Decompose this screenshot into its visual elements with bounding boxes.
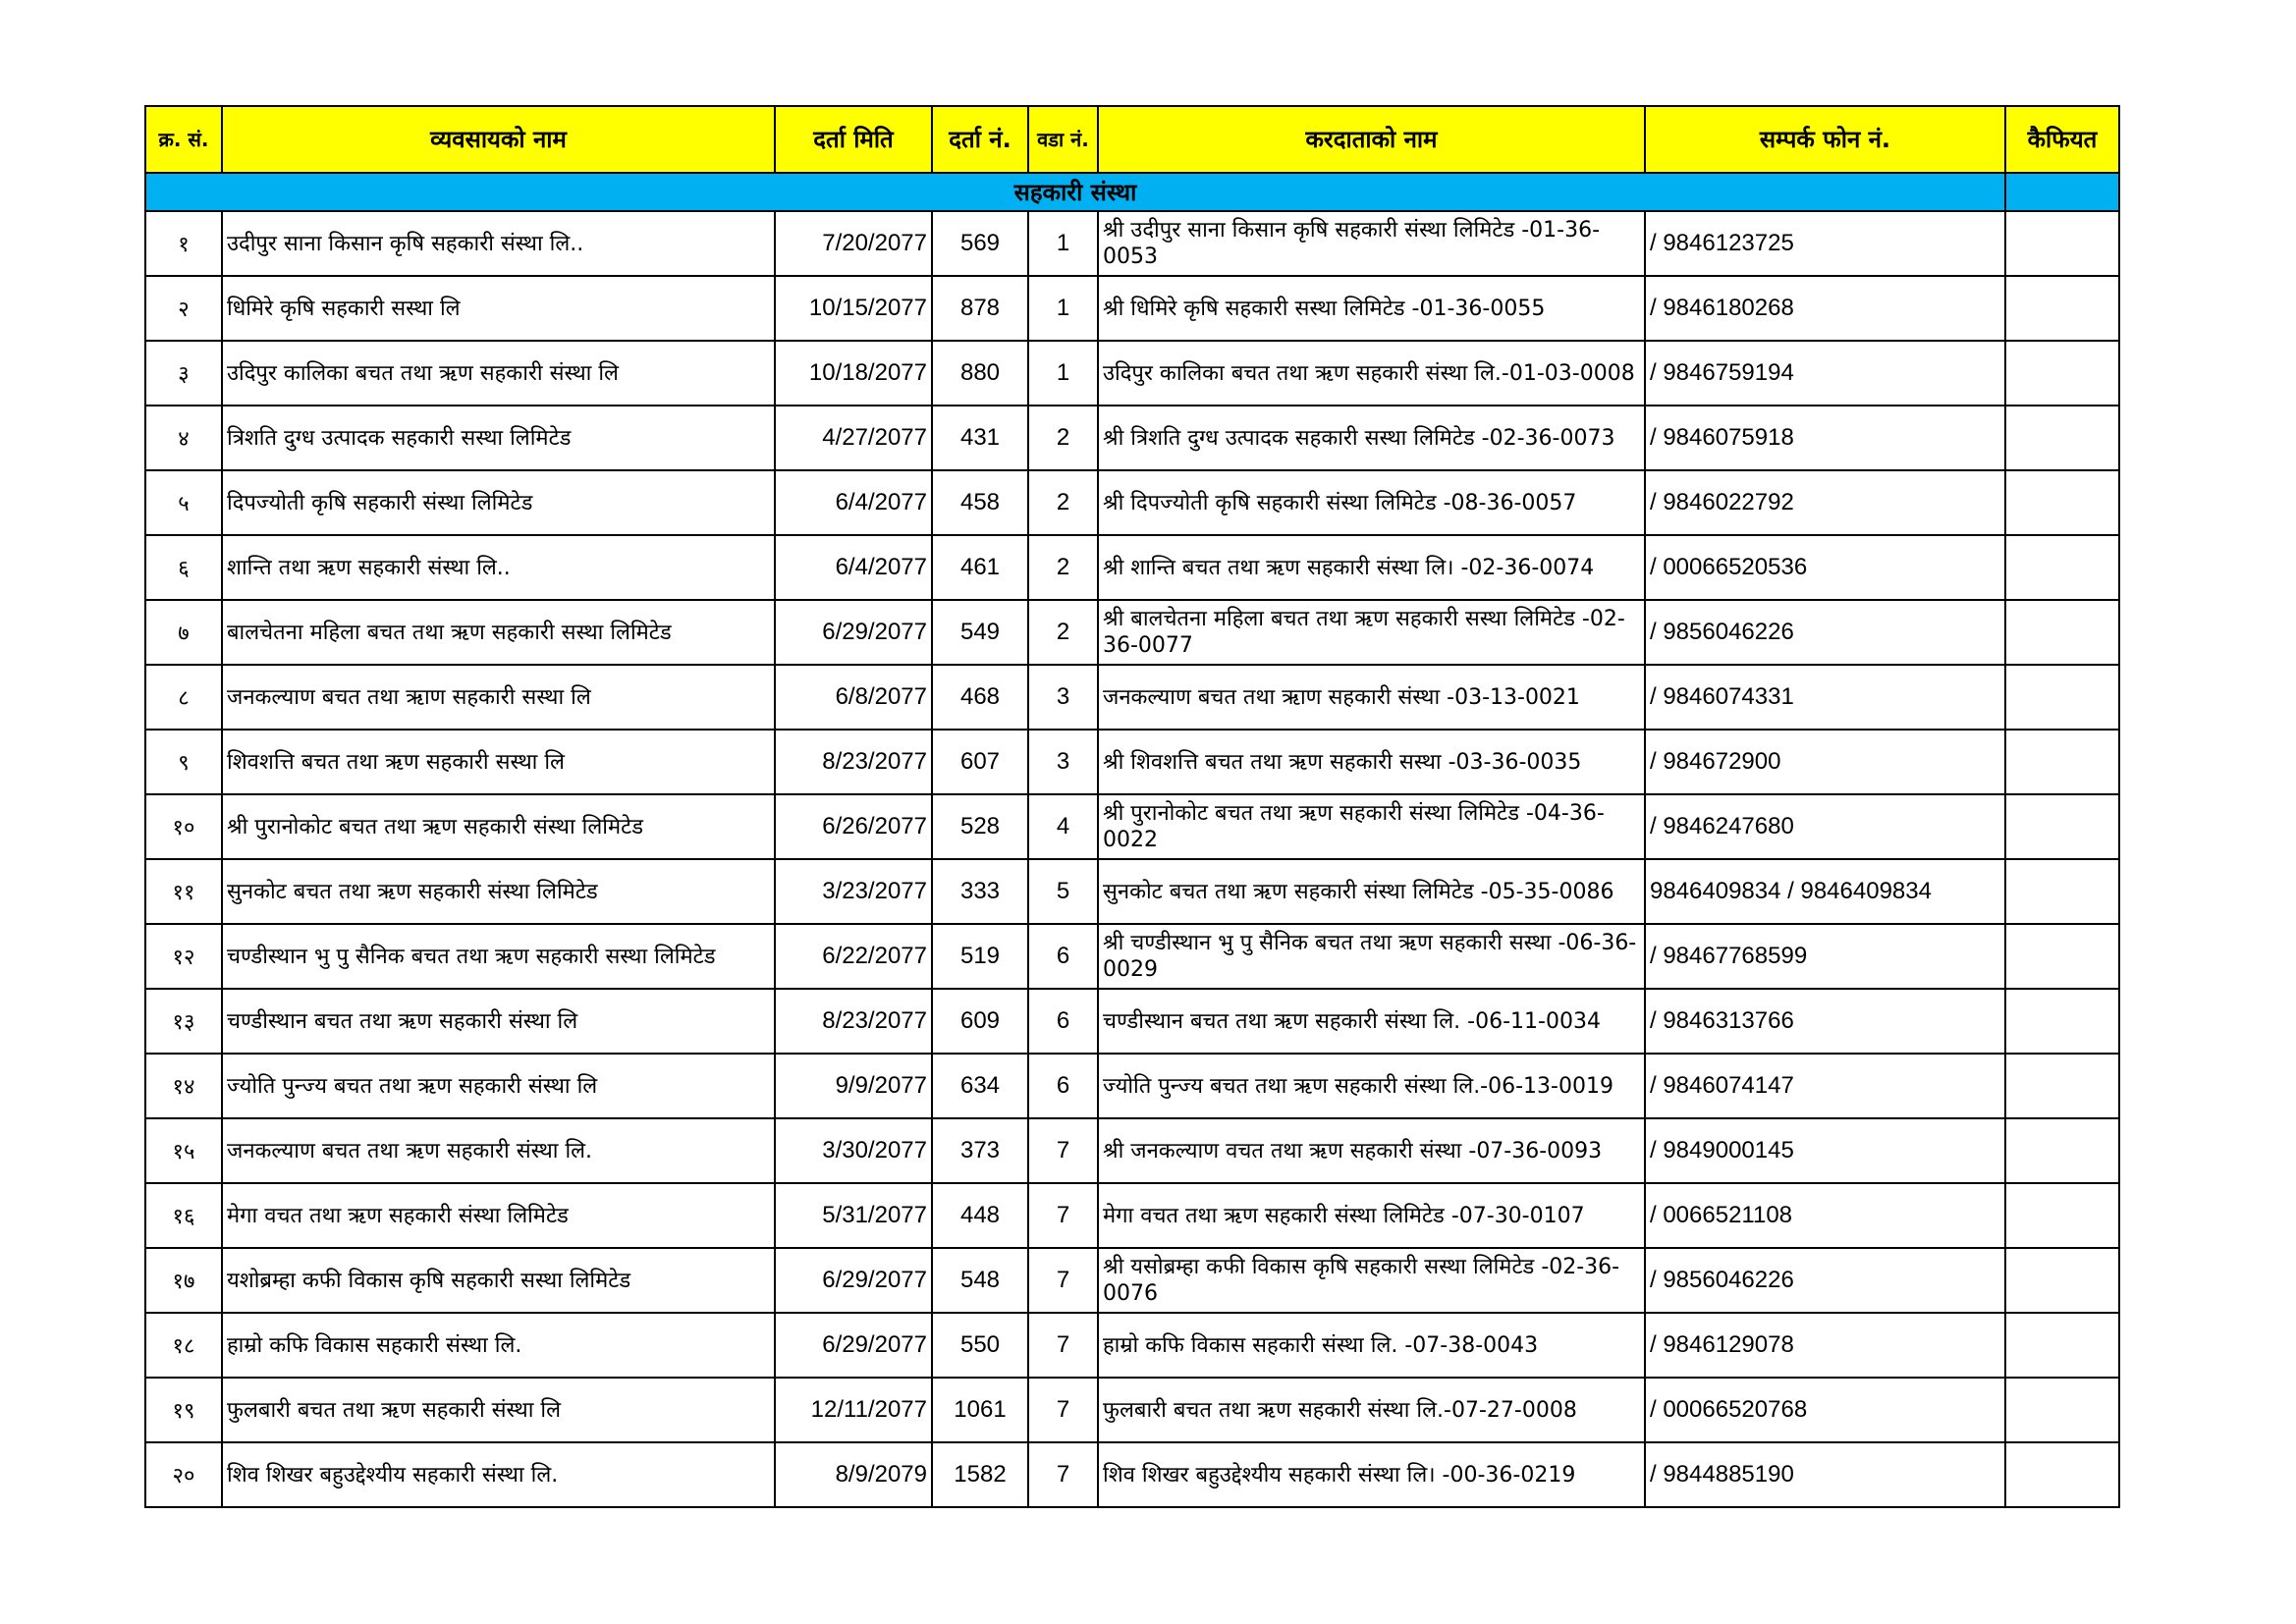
table-row bbox=[145, 1442, 2119, 1507]
business-name-cell: शिवशत्ति बचत तथा ऋण सहकारी सस्था लि bbox=[222, 730, 775, 794]
section-title: सहकारी संस्था bbox=[145, 173, 2005, 211]
table-body bbox=[145, 173, 2119, 1507]
remarks-cell bbox=[2005, 470, 2119, 535]
ward-number-cell: 6 bbox=[1028, 989, 1098, 1054]
registration-date-cell: 4/27/2077 bbox=[775, 406, 932, 470]
contact-phone-cell: / 9856046226 bbox=[1645, 600, 2005, 665]
business-name-cell: श्री पुरानोकोट बचत तथा ऋण सहकारी संस्था लिमिटेड bbox=[222, 794, 775, 859]
taxpayer-name-cell: श्री बालचेतना महिला बचत तथा ऋण सहकारी सस्था लिमिटेड -02-36-0077 bbox=[1098, 600, 1645, 665]
registration-date-cell: 6/29/2077 bbox=[775, 1248, 932, 1313]
contact-phone-cell: / 9849000145 bbox=[1645, 1118, 2005, 1183]
table-row bbox=[145, 211, 2119, 276]
contact-phone-cell: / 9846075918 bbox=[1645, 406, 2005, 470]
serial-number-cell: ३ bbox=[145, 341, 222, 406]
registration-number-cell: 607 bbox=[932, 730, 1028, 794]
header-taxpayer-name: करदाताको नाम bbox=[1098, 106, 1645, 173]
taxpayer-name-cell: उदिपुर कालिका बचत तथा ऋण सहकारी संस्था लि.-01-03-0008 bbox=[1098, 341, 1645, 406]
table-row bbox=[145, 730, 2119, 794]
taxpayer-name-cell: फुलबारी बचत तथा ऋण सहकारी संस्था लि.-07-27-0008 bbox=[1098, 1378, 1645, 1442]
registration-number-cell: 333 bbox=[932, 859, 1028, 924]
remarks-cell bbox=[2005, 535, 2119, 600]
remarks-cell bbox=[2005, 924, 2119, 989]
contact-phone-cell: / 00066520768 bbox=[1645, 1378, 2005, 1442]
section-remarks-cell bbox=[2005, 173, 2119, 211]
table-row bbox=[145, 1313, 2119, 1378]
remarks-cell bbox=[2005, 211, 2119, 276]
serial-number-cell: २० bbox=[145, 1442, 222, 1507]
ward-number-cell: 5 bbox=[1028, 859, 1098, 924]
contact-phone-cell: / 9846180268 bbox=[1645, 276, 2005, 341]
registration-number-cell: 448 bbox=[932, 1183, 1028, 1248]
registration-date-cell: 8/23/2077 bbox=[775, 989, 932, 1054]
ward-number-cell: 6 bbox=[1028, 1054, 1098, 1118]
taxpayer-name-cell: श्री शान्ति बचत तथा ऋण सहकारी संस्था लि। -02-36-0074 bbox=[1098, 535, 1645, 600]
business-name-cell: ज्योति पुन्ज्य बचत तथा ऋण सहकारी संस्था लि bbox=[222, 1054, 775, 1118]
taxpayer-name-cell: श्री धिमिरे कृषि सहकारी सस्था लिमिटेड -01-36-0055 bbox=[1098, 276, 1645, 341]
ward-number-cell: 1 bbox=[1028, 341, 1098, 406]
business-name-cell: दिपज्योती कृषि सहकारी संस्था लिमिटेड bbox=[222, 470, 775, 535]
header-registration-date: दर्ता मिति bbox=[775, 106, 932, 173]
registration-number-cell: 548 bbox=[932, 1248, 1028, 1313]
business-name-cell: धिमिरे कृषि सहकारी सस्था लि bbox=[222, 276, 775, 341]
contact-phone-cell: / 9846129078 bbox=[1645, 1313, 2005, 1378]
taxpayer-name-cell: जनकल्याण बचत तथा ऋाण सहकारी संस्था -03-13-0021 bbox=[1098, 665, 1645, 730]
serial-number-cell: ६ bbox=[145, 535, 222, 600]
table-row bbox=[145, 1054, 2119, 1118]
taxpayer-name-cell: श्री शिवशत्ति बचत तथा ऋण सहकारी सस्था -03-36-0035 bbox=[1098, 730, 1645, 794]
header-business-name: व्यवसायको नाम bbox=[222, 106, 775, 173]
ward-number-cell: 7 bbox=[1028, 1118, 1098, 1183]
contact-phone-cell: / 9844885190 bbox=[1645, 1442, 2005, 1507]
registration-date-cell: 6/22/2077 bbox=[775, 924, 932, 989]
registration-number-cell: 373 bbox=[932, 1118, 1028, 1183]
taxpayer-name-cell: शिव शिखर बहुउद्देश्यीय सहकारी संस्था लि। -00-36-0219 bbox=[1098, 1442, 1645, 1507]
contact-phone-cell: / 9856046226 bbox=[1645, 1248, 2005, 1313]
registration-date-cell: 10/18/2077 bbox=[775, 341, 932, 406]
remarks-cell bbox=[2005, 1118, 2119, 1183]
taxpayer-name-cell: श्री उदीपुर साना किसान कृषि सहकारी संस्था लिमिटेड -01-36-0053 bbox=[1098, 211, 1645, 276]
registration-date-cell: 3/30/2077 bbox=[775, 1118, 932, 1183]
contact-phone-cell: / 9846759194 bbox=[1645, 341, 2005, 406]
registration-date-cell: 6/4/2077 bbox=[775, 535, 932, 600]
header-ward-number: वडा नं. bbox=[1028, 106, 1098, 173]
taxpayer-name-cell: श्री यसोब्रम्हा कफी विकास कृषि सहकारी सस्था लिमिटेड -02-36-0076 bbox=[1098, 1248, 1645, 1313]
registration-number-cell: 458 bbox=[932, 470, 1028, 535]
remarks-cell bbox=[2005, 276, 2119, 341]
remarks-cell bbox=[2005, 665, 2119, 730]
remarks-cell bbox=[2005, 1183, 2119, 1248]
table-row bbox=[145, 1118, 2119, 1183]
remarks-cell bbox=[2005, 794, 2119, 859]
table-row bbox=[145, 989, 2119, 1054]
header-remarks: कैफियत bbox=[2005, 106, 2119, 173]
table-row bbox=[145, 1183, 2119, 1248]
registration-number-cell: 549 bbox=[932, 600, 1028, 665]
header-registration-number: दर्ता नं. bbox=[932, 106, 1028, 173]
table-row bbox=[145, 341, 2119, 406]
header-row bbox=[145, 106, 2119, 173]
business-name-cell: चण्डीस्थान बचत तथा ऋण सहकारी संस्था लि bbox=[222, 989, 775, 1054]
business-name-cell: जनकल्याण बचत तथा ऋाण सहकारी सस्था लि bbox=[222, 665, 775, 730]
serial-number-cell: ४ bbox=[145, 406, 222, 470]
serial-number-cell: ७ bbox=[145, 600, 222, 665]
ward-number-cell: 1 bbox=[1028, 276, 1098, 341]
table-row bbox=[145, 535, 2119, 600]
business-name-cell: मेगा वचत तथा ऋण सहकारी संस्था लिमिटेड bbox=[222, 1183, 775, 1248]
registration-date-cell: 6/29/2077 bbox=[775, 600, 932, 665]
table-row bbox=[145, 665, 2119, 730]
serial-number-cell: ११ bbox=[145, 859, 222, 924]
contact-phone-cell: / 9846022792 bbox=[1645, 470, 2005, 535]
serial-number-cell: १४ bbox=[145, 1054, 222, 1118]
registration-date-cell: 6/26/2077 bbox=[775, 794, 932, 859]
contact-phone-cell: / 00066520536 bbox=[1645, 535, 2005, 600]
serial-number-cell: १० bbox=[145, 794, 222, 859]
table-row bbox=[145, 859, 2119, 924]
business-name-cell: जनकल्याण बचत तथा ऋण सहकारी संस्था लि. bbox=[222, 1118, 775, 1183]
contact-phone-cell: / 9846074331 bbox=[1645, 665, 2005, 730]
business-name-cell: उदीपुर साना किसान कृषि सहकारी संस्था लि.. bbox=[222, 211, 775, 276]
registration-date-cell: 12/11/2077 bbox=[775, 1378, 932, 1442]
table-row bbox=[145, 1378, 2119, 1442]
ward-number-cell: 4 bbox=[1028, 794, 1098, 859]
taxpayer-name-cell: ज्योति पुन्ज्य बचत तथा ऋण सहकारी संस्था लि.-06-13-0019 bbox=[1098, 1054, 1645, 1118]
registration-number-cell: 461 bbox=[932, 535, 1028, 600]
contact-phone-cell: / 9846123725 bbox=[1645, 211, 2005, 276]
taxpayer-name-cell: श्री पुरानोकोट बचत तथा ऋण सहकारी संस्था लिमिटेड -04-36-0022 bbox=[1098, 794, 1645, 859]
remarks-cell bbox=[2005, 406, 2119, 470]
remarks-cell bbox=[2005, 859, 2119, 924]
registration-date-cell: 8/23/2077 bbox=[775, 730, 932, 794]
contact-phone-cell: / 9846247680 bbox=[1645, 794, 2005, 859]
contact-phone-cell: / 984672900 bbox=[1645, 730, 2005, 794]
business-name-cell: चण्डीस्थान भु पु सैनिक बचत तथा ऋण सहकारी सस्था लिमिटेड bbox=[222, 924, 775, 989]
business-name-cell: शिव शिखर बहुउद्देश्यीय सहकारी संस्था लि. bbox=[222, 1442, 775, 1507]
serial-number-cell: ८ bbox=[145, 665, 222, 730]
serial-number-cell: १८ bbox=[145, 1313, 222, 1378]
taxpayer-name-cell: मेगा वचत तथा ऋण सहकारी संस्था लिमिटेड -07-30-0107 bbox=[1098, 1183, 1645, 1248]
remarks-cell bbox=[2005, 1313, 2119, 1378]
registration-date-cell: 7/20/2077 bbox=[775, 211, 932, 276]
table-row bbox=[145, 600, 2119, 665]
ward-number-cell: 7 bbox=[1028, 1313, 1098, 1378]
contact-phone-cell: / 0066521108 bbox=[1645, 1183, 2005, 1248]
contact-phone-cell: / 9846313766 bbox=[1645, 989, 2005, 1054]
taxpayer-name-cell: श्री चण्डीस्थान भु पु सैनिक बचत तथा ऋण सहकारी सस्था -06-36-0029 bbox=[1098, 924, 1645, 989]
business-name-cell: यशोब्रम्हा कफी विकास कृषि सहकारी सस्था लिमिटेड bbox=[222, 1248, 775, 1313]
ward-number-cell: 7 bbox=[1028, 1442, 1098, 1507]
remarks-cell bbox=[2005, 1378, 2119, 1442]
registration-date-cell: 9/9/2077 bbox=[775, 1054, 932, 1118]
section-row bbox=[145, 173, 2119, 211]
serial-number-cell: ९ bbox=[145, 730, 222, 794]
ward-number-cell: 2 bbox=[1028, 470, 1098, 535]
business-name-cell: उदिपुर कालिका बचत तथा ऋण सहकारी संस्था लि bbox=[222, 341, 775, 406]
registration-date-cell: 6/4/2077 bbox=[775, 470, 932, 535]
registration-number-cell: 550 bbox=[932, 1313, 1028, 1378]
registration-date-cell: 5/31/2077 bbox=[775, 1183, 932, 1248]
registration-number-cell: 878 bbox=[932, 276, 1028, 341]
contact-phone-cell: 9846409834 / 9846409834 bbox=[1645, 859, 2005, 924]
taxpayer-name-cell: हाम्रो कफि विकास सहकारी संस्था लि. -07-38-0043 bbox=[1098, 1313, 1645, 1378]
registration-date-cell: 10/15/2077 bbox=[775, 276, 932, 341]
remarks-cell bbox=[2005, 1442, 2119, 1507]
ward-number-cell: 1 bbox=[1028, 211, 1098, 276]
serial-number-cell: २ bbox=[145, 276, 222, 341]
serial-number-cell: १९ bbox=[145, 1378, 222, 1442]
registration-date-cell: 6/29/2077 bbox=[775, 1313, 932, 1378]
ward-number-cell: 7 bbox=[1028, 1248, 1098, 1313]
ward-number-cell: 2 bbox=[1028, 600, 1098, 665]
table-header bbox=[145, 106, 2119, 173]
cooperative-register-table bbox=[144, 105, 2120, 1508]
header-contact-phone: सम्पर्क फोन नं. bbox=[1645, 106, 2005, 173]
ward-number-cell: 2 bbox=[1028, 535, 1098, 600]
remarks-cell bbox=[2005, 341, 2119, 406]
business-name-cell: हाम्रो कफि विकास सहकारी संस्था लि. bbox=[222, 1313, 775, 1378]
serial-number-cell: १७ bbox=[145, 1248, 222, 1313]
business-name-cell: शान्ति तथा ऋण सहकारी संस्था लि.. bbox=[222, 535, 775, 600]
business-name-cell: त्रिशति दुग्ध उत्पादक सहकारी सस्था लिमिटेड bbox=[222, 406, 775, 470]
table-row bbox=[145, 794, 2119, 859]
registration-number-cell: 569 bbox=[932, 211, 1028, 276]
table-row bbox=[145, 470, 2119, 535]
business-name-cell: फुलबारी बचत तथा ऋण सहकारी संस्था लि bbox=[222, 1378, 775, 1442]
registration-number-cell: 609 bbox=[932, 989, 1028, 1054]
remarks-cell bbox=[2005, 1248, 2119, 1313]
remarks-cell bbox=[2005, 600, 2119, 665]
table-row bbox=[145, 406, 2119, 470]
ward-number-cell: 3 bbox=[1028, 730, 1098, 794]
taxpayer-name-cell: श्री जनकल्याण वचत तथा ऋण सहकारी संस्था -07-36-0093 bbox=[1098, 1118, 1645, 1183]
serial-number-cell: १ bbox=[145, 211, 222, 276]
registration-number-cell: 468 bbox=[932, 665, 1028, 730]
table-row bbox=[145, 276, 2119, 341]
taxpayer-name-cell: श्री दिपज्योती कृषि सहकारी संस्था लिमिटेड -08-36-0057 bbox=[1098, 470, 1645, 535]
serial-number-cell: १३ bbox=[145, 989, 222, 1054]
taxpayer-name-cell: श्री त्रिशति दुग्ध उत्पादक सहकारी सस्था लिमिटेड -02-36-0073 bbox=[1098, 406, 1645, 470]
registration-number-cell: 634 bbox=[932, 1054, 1028, 1118]
serial-number-cell: ५ bbox=[145, 470, 222, 535]
ward-number-cell: 7 bbox=[1028, 1378, 1098, 1442]
registration-number-cell: 528 bbox=[932, 794, 1028, 859]
remarks-cell bbox=[2005, 1054, 2119, 1118]
ward-number-cell: 3 bbox=[1028, 665, 1098, 730]
registration-date-cell: 8/9/2079 bbox=[775, 1442, 932, 1507]
remarks-cell bbox=[2005, 730, 2119, 794]
registration-number-cell: 1582 bbox=[932, 1442, 1028, 1507]
table-row bbox=[145, 924, 2119, 989]
contact-phone-cell: / 98467768599 bbox=[1645, 924, 2005, 989]
remarks-cell bbox=[2005, 989, 2119, 1054]
ward-number-cell: 6 bbox=[1028, 924, 1098, 989]
serial-number-cell: १५ bbox=[145, 1118, 222, 1183]
ward-number-cell: 2 bbox=[1028, 406, 1098, 470]
taxpayer-name-cell: चण्डीस्थान बचत तथा ऋण सहकारी संस्था लि. -06-11-0034 bbox=[1098, 989, 1645, 1054]
business-name-cell: बालचेतना महिला बचत तथा ऋण सहकारी सस्था लिमिटेड bbox=[222, 600, 775, 665]
taxpayer-name-cell: सुनकोट बचत तथा ऋण सहकारी संस्था लिमिटेड -05-35-0086 bbox=[1098, 859, 1645, 924]
registration-number-cell: 519 bbox=[932, 924, 1028, 989]
business-name-cell: सुनकोट बचत तथा ऋण सहकारी संस्था लिमिटेड bbox=[222, 859, 775, 924]
serial-number-cell: १२ bbox=[145, 924, 222, 989]
table-row bbox=[145, 1248, 2119, 1313]
registration-date-cell: 3/23/2077 bbox=[775, 859, 932, 924]
header-serial-number: क्र. सं. bbox=[145, 106, 222, 173]
contact-phone-cell: / 9846074147 bbox=[1645, 1054, 2005, 1118]
registration-number-cell: 431 bbox=[932, 406, 1028, 470]
registration-number-cell: 880 bbox=[932, 341, 1028, 406]
ward-number-cell: 7 bbox=[1028, 1183, 1098, 1248]
registration-number-cell: 1061 bbox=[932, 1378, 1028, 1442]
serial-number-cell: १६ bbox=[145, 1183, 222, 1248]
registration-date-cell: 6/8/2077 bbox=[775, 665, 932, 730]
